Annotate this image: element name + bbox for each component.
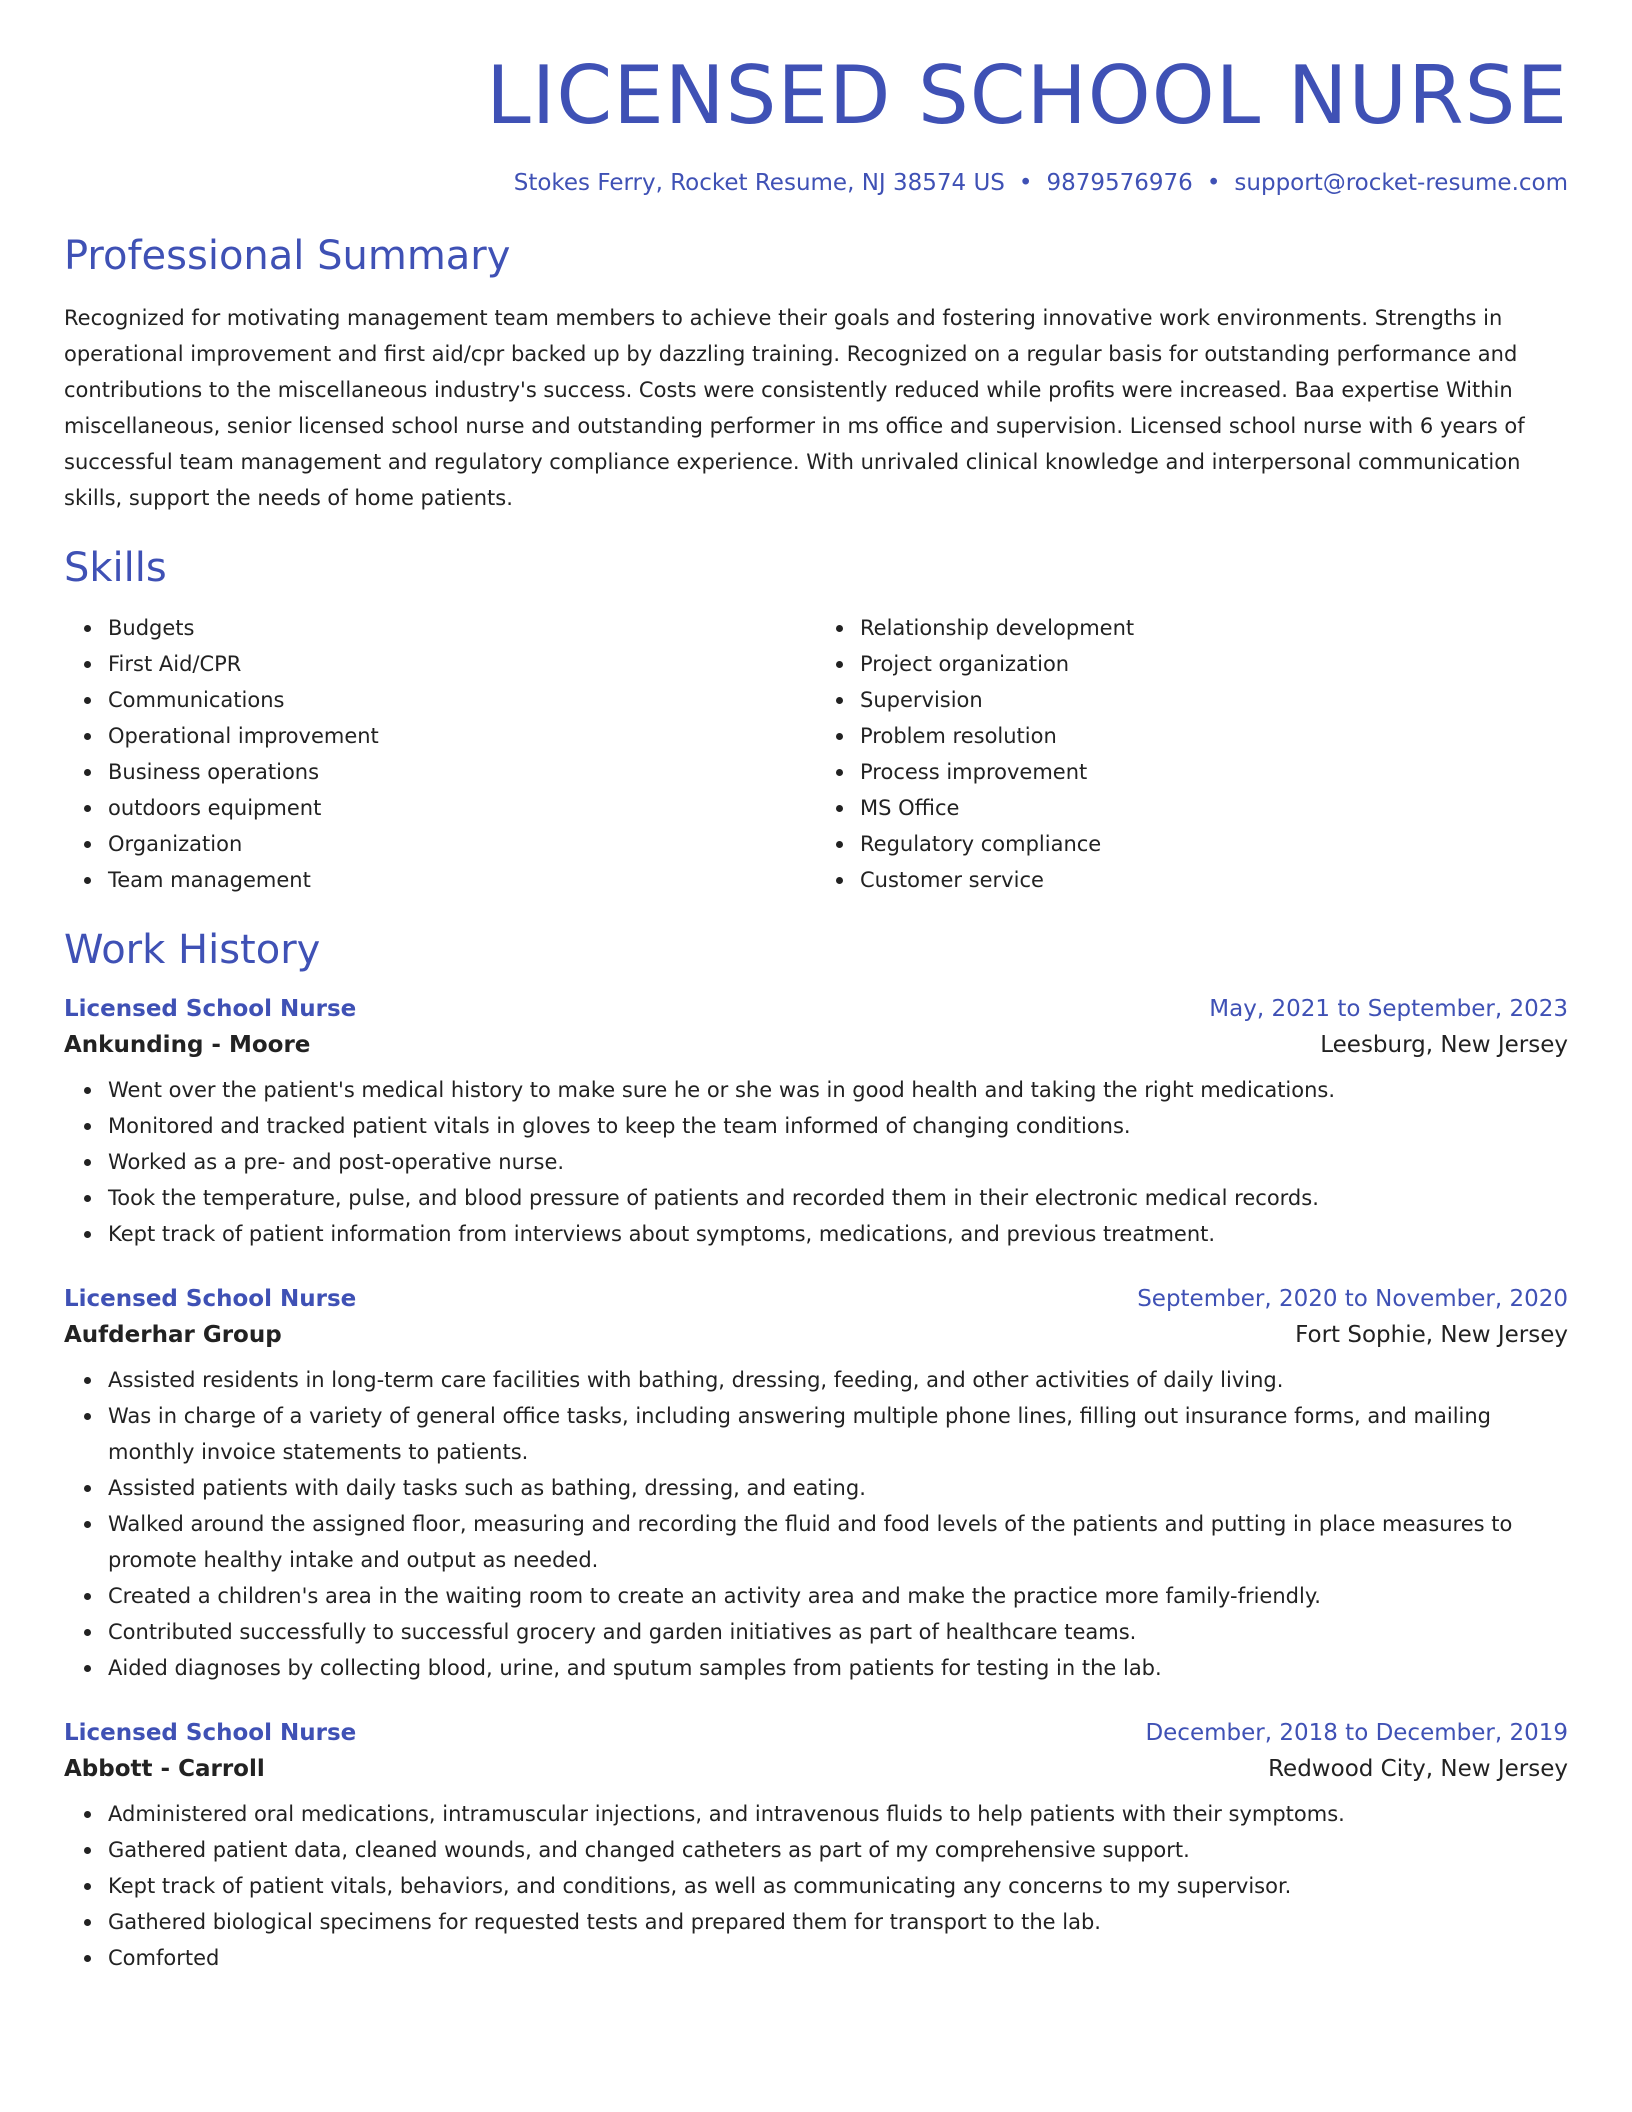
job-company-row bbox=[64, 1756, 1568, 1782]
job-company-row bbox=[64, 1322, 1568, 1348]
job-location: Redwood City, New Jersey bbox=[1268, 1756, 1568, 1782]
skill-item: Budgets bbox=[108, 610, 816, 646]
work-history-section bbox=[64, 926, 1568, 1976]
job-bullet: Contributed successfully to successful grocery and garden initiatives as part of healthcare teams. bbox=[108, 1614, 1568, 1650]
job-bullet: Took the temperature, pulse, and blood pressure of patients and recorded them in their electronic medical records. bbox=[108, 1180, 1568, 1216]
job-bullet: Aided diagnoses by collecting blood, urine, and sputum samples from patients for testing in the lab. bbox=[108, 1650, 1568, 1686]
skill-item: Relationship development bbox=[860, 610, 1568, 646]
job-entry bbox=[64, 1286, 1568, 1686]
job-location: Leesburg, New Jersey bbox=[1320, 1032, 1568, 1058]
resume-header bbox=[64, 0, 1568, 196]
job-title: Licensed School Nurse bbox=[64, 1286, 357, 1312]
skill-item: Team management bbox=[108, 862, 816, 898]
job-bullet: Gathered biological specimens for requested tests and prepared them for transport to the lab. bbox=[108, 1904, 1568, 1940]
skills-grid bbox=[64, 610, 1568, 898]
skill-item: Customer service bbox=[860, 862, 1568, 898]
job-bullet: Walked around the assigned floor, measuring and recording the fluid and food levels of the patients and putting in place measures to promote healthy intake and output as needed. bbox=[108, 1506, 1568, 1578]
job-bullet: Kept track of patient vitals, behaviors, and conditions, as well as communicating any concerns to my supervisor. bbox=[108, 1868, 1568, 1904]
skill-item: First Aid/CPR bbox=[108, 646, 816, 682]
skill-item: Organization bbox=[108, 826, 816, 862]
contact-address: Stokes Ferry, Rocket Resume, NJ 38574 US bbox=[513, 170, 1005, 196]
skills-heading: Skills bbox=[64, 545, 167, 591]
job-title-row bbox=[64, 996, 1568, 1022]
job-bullet: Worked as a pre- and post-operative nurse. bbox=[108, 1144, 1568, 1180]
contact-phone: 9879576976 bbox=[1046, 170, 1193, 196]
job-dates: May, 2021 to September, 2023 bbox=[1209, 996, 1568, 1022]
job-entry bbox=[64, 1720, 1568, 1976]
job-bullet: Assisted patients with daily tasks such as bathing, dressing, and eating. bbox=[108, 1470, 1568, 1506]
skill-item: Business operations bbox=[108, 754, 816, 790]
job-bullet: Went over the patient's medical history to make sure he or she was in good health and taking the right medications. bbox=[108, 1072, 1568, 1108]
skill-item: Regulatory compliance bbox=[860, 826, 1568, 862]
skill-item: Process improvement bbox=[860, 754, 1568, 790]
job-location: Fort Sophie, New Jersey bbox=[1295, 1322, 1568, 1348]
skill-item: Operational improvement bbox=[108, 718, 816, 754]
job-company-row bbox=[64, 1032, 1568, 1058]
job-bullet: Monitored and tracked patient vitals in gloves to keep the team informed of changing conditions. bbox=[108, 1108, 1568, 1144]
skill-item: Problem resolution bbox=[860, 718, 1568, 754]
job-bullet: Gathered patient data, cleaned wounds, and changed catheters as part of my comprehensive support. bbox=[108, 1832, 1568, 1868]
job-bullet: Administered oral medications, intramuscular injections, and intravenous fluids to help patients with their symptoms. bbox=[108, 1796, 1568, 1832]
skill-item: Project organization bbox=[860, 646, 1568, 682]
job-dates: December, 2018 to December, 2019 bbox=[1145, 1720, 1568, 1746]
summary-heading: Professional Summary bbox=[64, 233, 511, 279]
company-name: Aufderhar Group bbox=[64, 1322, 282, 1348]
job-bullet: Assisted residents in long-term care facilities with bathing, dressing, feeding, and other activities of daily living. bbox=[108, 1362, 1568, 1398]
job-bullets bbox=[64, 1796, 1568, 1976]
skill-item: Communications bbox=[108, 682, 816, 718]
skills-column-left bbox=[64, 610, 816, 898]
job-title-row bbox=[64, 1286, 1568, 1312]
contact-separator: • bbox=[1018, 170, 1033, 196]
contact-email: support@rocket-resume.com bbox=[1234, 170, 1568, 196]
contact-separator: • bbox=[1206, 170, 1221, 196]
job-bullets bbox=[64, 1072, 1568, 1252]
job-bullets bbox=[64, 1362, 1568, 1686]
candidate-name: LICENSED SCHOOL NURSE bbox=[486, 49, 1568, 142]
summary-text: Recognized for motivating management team members to achieve their goals and fostering innovative work environments. Strengths in operational improvement and first aid/cpr backed up by dazzling training. Recognized on a regular basis for outstanding performance and contributions to the miscellaneous industry's success. Costs were consistently reduced while profits were increased. Baa expertise Within miscellaneous, senior licensed school nurse and outstanding performer in ms office and supervision. Licensed school nurse with 6 years of successful team management and regulatory compliance experience. With unrivaled clinical knowledge and interpersonal communication skills, support the needs of home patients. bbox=[64, 306, 1525, 510]
contact-line bbox=[64, 170, 1568, 196]
skill-item: MS Office bbox=[860, 790, 1568, 826]
skills-section bbox=[64, 544, 1568, 898]
company-name: Abbott - Carroll bbox=[64, 1756, 265, 1782]
job-bullet: Created a children's area in the waiting room to create an activity area and make the practice more family-friendly. bbox=[108, 1578, 1568, 1614]
job-dates: September, 2020 to November, 2020 bbox=[1137, 1286, 1568, 1312]
skill-item: Supervision bbox=[860, 682, 1568, 718]
skills-column-right bbox=[816, 610, 1568, 898]
job-bullet: Kept track of patient information from interviews about symptoms, medications, and previous treatment. bbox=[108, 1216, 1568, 1252]
work-history-heading: Work History bbox=[64, 927, 321, 973]
company-name: Ankunding - Moore bbox=[64, 1032, 311, 1058]
job-bullet: Comforted bbox=[108, 1940, 1568, 1976]
job-bullet: Was in charge of a variety of general office tasks, including answering multiple phone lines, filling out insurance forms, and mailing monthly invoice statements to patients. bbox=[108, 1398, 1568, 1470]
job-title: Licensed School Nurse bbox=[64, 1720, 357, 1746]
skill-item: outdoors equipment bbox=[108, 790, 816, 826]
job-title: Licensed School Nurse bbox=[64, 996, 357, 1022]
summary-section bbox=[64, 232, 1568, 516]
job-entry bbox=[64, 996, 1568, 1252]
job-title-row bbox=[64, 1720, 1568, 1746]
